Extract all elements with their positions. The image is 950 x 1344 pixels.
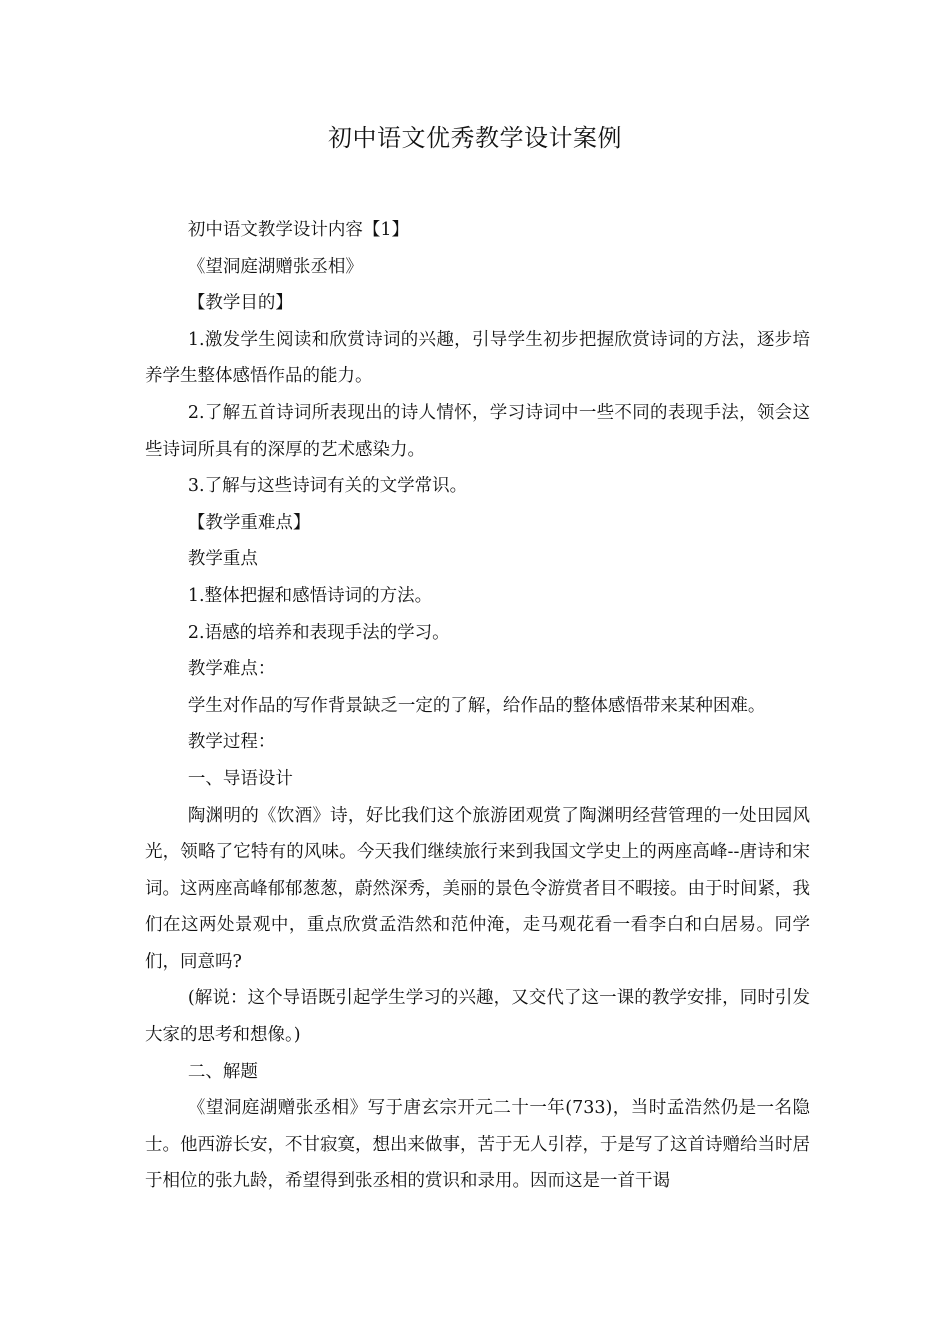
section-intro-design: 一、导语设计 bbox=[187, 768, 293, 789]
subheading-key-points: 教学重点 bbox=[187, 549, 258, 570]
intro-paragraph: 陶渊明的《饮酒》诗，好比我们这个旅游团观赏了陶渊明经营管理的一处田园风光，领略了它特有的风味。今天我们继续旅行来到我国文学史上的两座高峰--唐诗和宋词。这两座高峰郁郁葱葱，蔚然深秀，美丽的景色令游赏者目不暇接。由于时间紧，我们在这两处景观中，重点欣赏孟浩然和范仲淹，走马观花看一看李白和白居易。同学们，同意吗? bbox=[145, 805, 810, 972]
document-body bbox=[145, 212, 810, 1200]
poem-title: 《望洞庭湖赠张丞相》 bbox=[187, 256, 363, 277]
document-title: 初中语文优秀教学设计案例 bbox=[328, 124, 622, 152]
goal-item-2: 2.了解五首诗词所表现出的诗人情怀，学习诗词中一些不同的表现手法，领会这些诗词所具有的深厚的艺术感染力。 bbox=[145, 402, 810, 460]
key-point-1: 1.整体把握和感悟诗词的方法。 bbox=[187, 585, 433, 606]
section-title-analysis: 二、解题 bbox=[187, 1061, 258, 1082]
key-point-2: 2.语感的培养和表现手法的学习。 bbox=[187, 622, 450, 643]
heading-key-points: 【教学重难点】 bbox=[187, 512, 311, 533]
difficulty-text: 学生对作品的写作背景缺乏一定的了解，给作品的整体感悟带来某种困难。 bbox=[187, 695, 766, 716]
title-analysis-paragraph: 《望洞庭湖赠张丞相》写于唐玄宗开元二十一年(733)，当时孟浩然仍是一名隐士。他西游长安，不甘寂寞，想出来做事，苦于无人引荐，于是写了这首诗赠给当时居于相位的张九龄，希望得到张丞相的赏识和录用。因而这是一首干谒 bbox=[145, 1098, 810, 1192]
subheading-process: 教学过程： bbox=[187, 732, 276, 753]
goal-item-1: 1.激发学生阅读和欣赏诗词的兴趣，引导学生初步把握欣赏诗词的方法，逐步培养学生整体感悟作品的能力。 bbox=[145, 329, 810, 387]
heading-teaching-goals: 【教学目的】 bbox=[187, 293, 293, 314]
section-heading: 初中语文教学设计内容【1】 bbox=[187, 220, 410, 240]
subheading-difficulties: 教学难点： bbox=[187, 659, 276, 680]
intro-commentary: (解说：这个导语既引起学生学习的兴趣，又交代了这一课的教学安排，同时引发大家的思考和想像。) bbox=[145, 988, 810, 1046]
goal-item-3: 3.了解与这些诗词有关的文学常识。 bbox=[187, 476, 468, 497]
